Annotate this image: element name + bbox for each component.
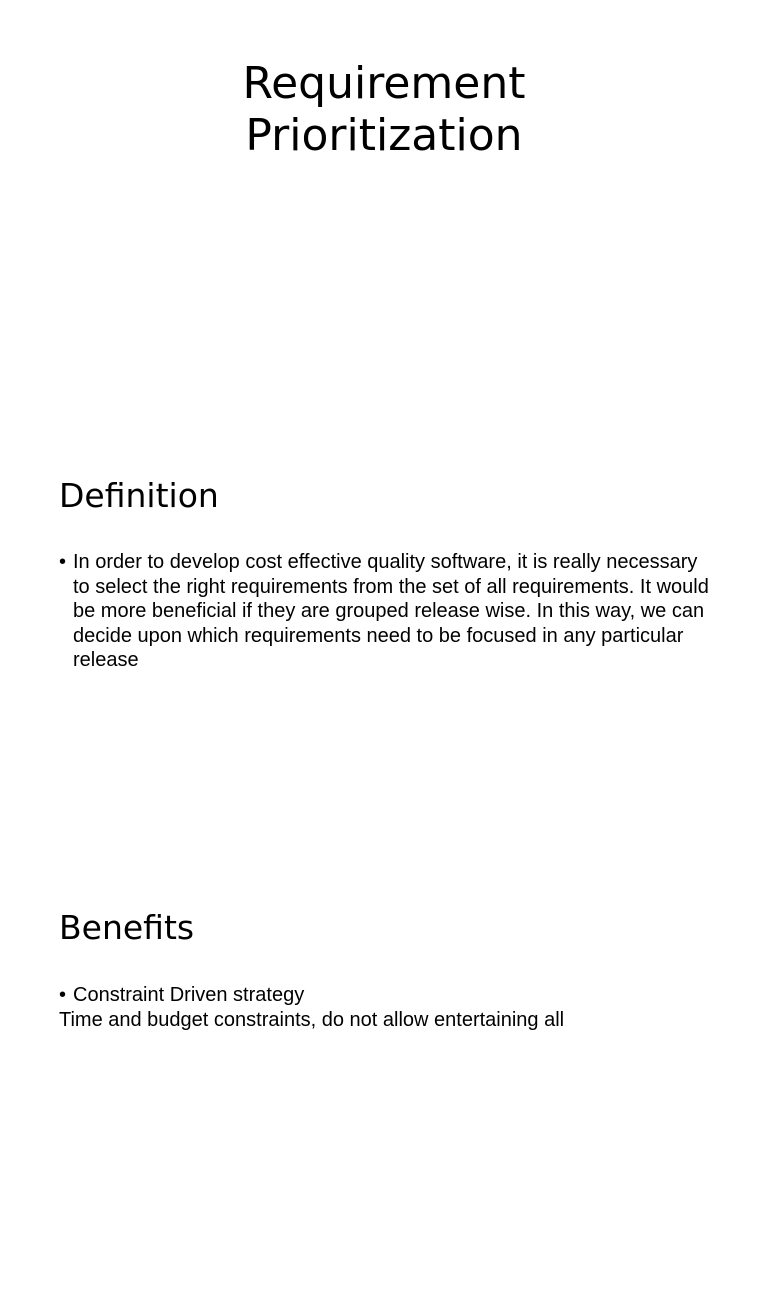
title-line-2: Prioritization xyxy=(245,110,523,161)
benefits-bullet xyxy=(59,983,709,1008)
benefits-bullet-list xyxy=(59,983,709,1008)
benefits-body-text: Time and budget constraints, do not allow entertaining all xyxy=(59,1009,565,1031)
definition-bullet-list xyxy=(59,550,709,673)
bullet-icon: • xyxy=(59,551,67,573)
title-line-1: Requirement xyxy=(242,58,526,109)
definition-heading: Definition xyxy=(59,476,219,515)
bullet-icon: • xyxy=(59,984,67,1006)
definition-bullet xyxy=(59,550,709,673)
slide-definition xyxy=(0,432,768,864)
slide-benefits xyxy=(0,864,768,1296)
slide-title-heading xyxy=(0,58,768,162)
definition-bullet-text: In order to develop cost effective quality software, it is really necessary to select the right requirements from the set of all requirements. It would be more beneficial if they are grouped release wise. In this way, we can decide upon which requirements need to be focused in any particular release xyxy=(73,551,709,671)
benefits-bullet-text: Constraint Driven strategy xyxy=(73,984,305,1006)
slide-title xyxy=(0,0,768,432)
benefits-heading: Benefits xyxy=(59,908,195,947)
